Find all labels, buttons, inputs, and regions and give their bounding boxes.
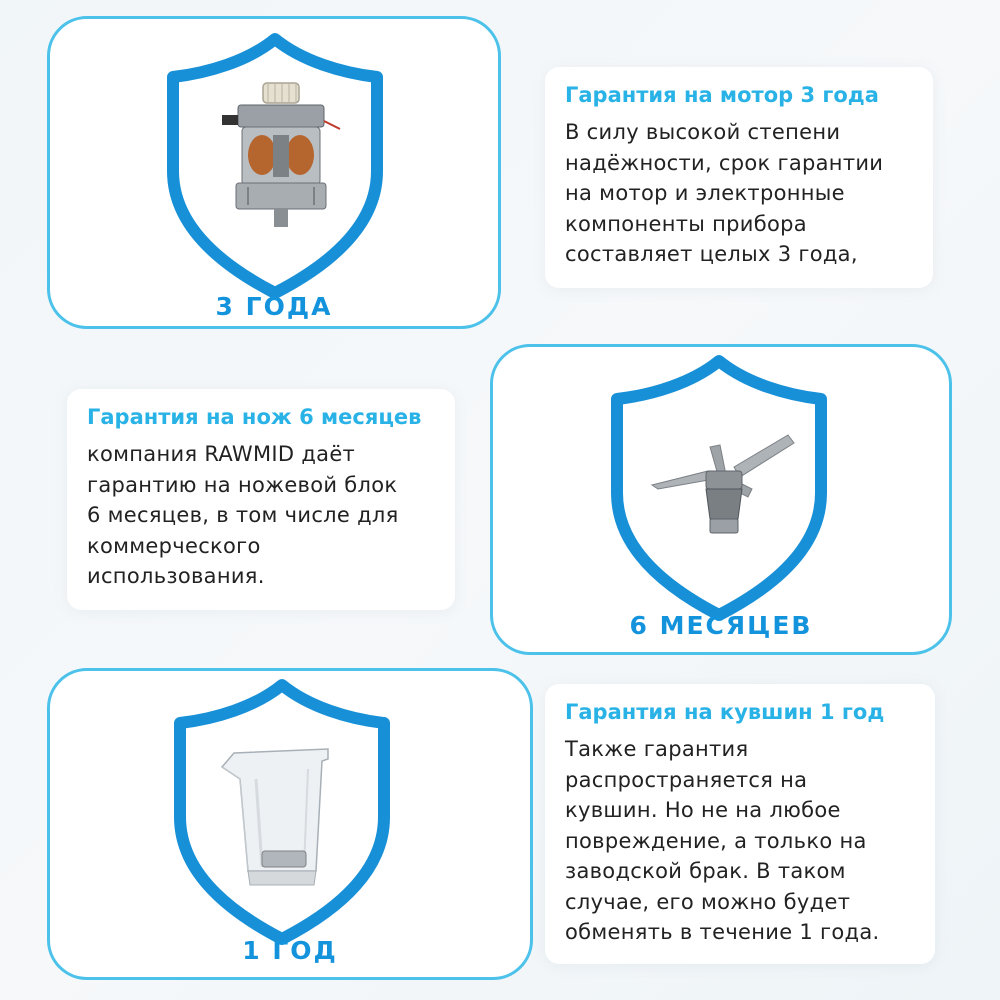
- description-line: распространяется на: [565, 767, 808, 792]
- description-line: коммерческого: [87, 533, 261, 558]
- description-line: 6 месяцев, в том числе для: [87, 503, 399, 527]
- motor-warranty-badge-card: [47, 16, 501, 329]
- description-line: гарантию на ножевой блок: [87, 472, 398, 497]
- jug-icon: [212, 739, 342, 889]
- jug-warranty-badge-card: [47, 668, 533, 980]
- description-line: обменять в течение 1 года.: [565, 920, 880, 944]
- blade-warranty-text-card: [67, 389, 455, 610]
- jug-warranty-description: [565, 734, 915, 948]
- description-line: компания RAWMID даёт: [87, 442, 356, 466]
- motor-warranty-description: [565, 117, 913, 270]
- description-line: повреждение, а только на: [565, 828, 867, 853]
- blade-warranty-badge-card: [490, 344, 952, 655]
- badge-label: 1 ГОД: [242, 936, 338, 965]
- description-line: случае, его можно будет: [565, 889, 851, 914]
- description-line: на мотор и электронные: [565, 181, 845, 205]
- motor-warranty-text-card: [545, 67, 933, 288]
- badge-label: 6 МЕСЯЦЕВ: [629, 611, 813, 640]
- description-line: В силу высокой степени: [565, 120, 841, 144]
- blade-warranty-description: [87, 439, 435, 592]
- description-line: Также гарантия: [565, 737, 749, 761]
- description-line: использования.: [87, 564, 265, 588]
- description-line: заводской брак. В таком: [565, 859, 846, 883]
- description-line: кувшин. Но не на любое: [565, 798, 841, 822]
- description-line: компоненты прибора: [565, 211, 807, 236]
- motor-warranty-title: Гарантия на мотор 3 года: [565, 83, 879, 107]
- motor-icon: [218, 75, 342, 235]
- jug-warranty-text-card: [545, 684, 935, 964]
- description-line: надёжности, срок гарантии: [565, 150, 884, 175]
- description-line: составляет целых 3 года,: [565, 242, 858, 266]
- jug-warranty-title: Гарантия на кувшин 1 год: [565, 700, 885, 724]
- blade-warranty-title: Гарантия на нож 6 месяцев: [87, 405, 422, 429]
- badge-label: 3 ГОДА: [215, 292, 333, 321]
- blade-icon: [648, 427, 798, 537]
